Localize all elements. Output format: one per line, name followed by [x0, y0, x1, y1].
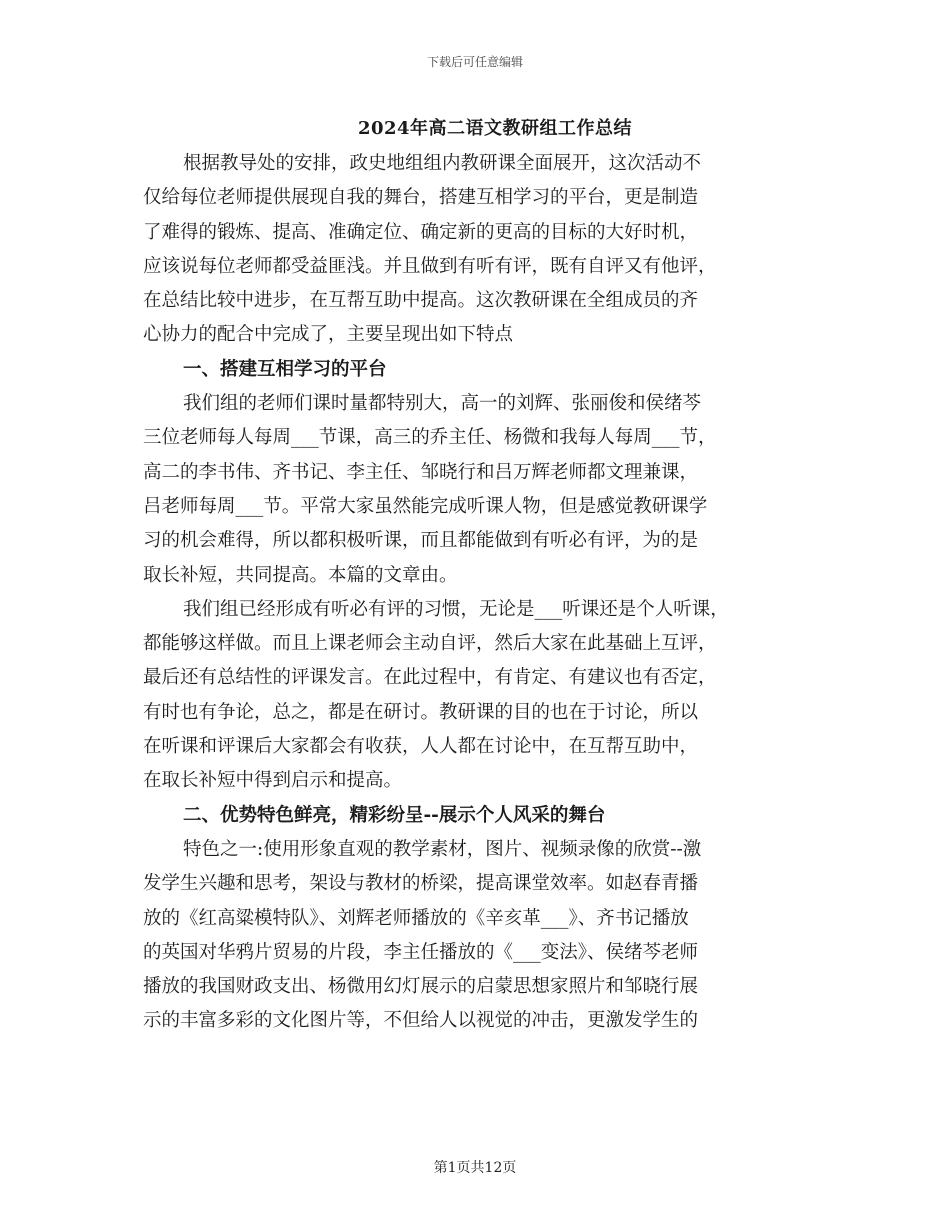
body-text-line: 我们组的老师们课时量都特别大，高一的刘辉、张丽俊和侯绪芩: [183, 393, 702, 415]
body-text-line: 有时也有争论，总之，都是在研讨。教研课的目的也在于讨论，所以: [143, 701, 699, 723]
body-text-line: 应该说每位老师都受益匪浅。并且做到有听有评，既有自评又有他评，: [143, 255, 717, 277]
body-text-line: 取长补短，共同提高。本篇的文章由。: [143, 564, 458, 586]
body-text-line: 最后还有总结性的评课发言。在此过程中，有肯定、有建议也有否定，: [143, 667, 717, 689]
section-heading: 二、优势特色鲜亮，精彩纷呈--展示个人风采的舞台: [183, 804, 606, 826]
document-body: [143, 147, 819, 1039]
body-text-line: 都能够这样做。而且上课老师会主动自评，然后大家在此基础上互评，: [143, 633, 717, 655]
body-text-line: 根据教导处的安排，政史地组组内教研课全面展开，这次活动不: [183, 153, 702, 174]
body-text-line: 心协力的配合中完成了，主要呈现出如下特点: [143, 324, 514, 346]
body-text-line: 播放的我国财政支出、杨微用幻灯展示的启蒙思想家照片和邹晓行展: [143, 976, 699, 998]
body-text-line: 特色之一:使用形象直观的教学素材，图片、视频录像的欣赏--激: [183, 838, 702, 860]
body-text-line: 放的《红高粱模特队》、刘辉老师播放的《辛亥革___》、齐书记播放: [143, 907, 689, 929]
body-text-line: 在总结比较中进步，在互帮互助中提高。这次教研课在全组成员的齐: [143, 290, 699, 312]
body-text-line: 在听课和评课后大家都会有收获，人人都在讨论中，在互帮互助中，: [143, 736, 699, 758]
body-text-line: 仅给每位老师提供展现自我的舞台，搭建互相学习的平台，更是制造: [143, 187, 699, 209]
body-text-line: 习的机会难得，所以都积极听课，而且都能做到有听必有评，为的是: [143, 530, 699, 552]
body-text-line: 在取长补短中得到启示和提高。: [143, 770, 403, 792]
body-text-line: 示的丰富多彩的文化图片等，不但给人以视觉的冲击，更激发学生的: [143, 1010, 699, 1032]
body-text-line: 吕老师每周___节。平常大家虽然能完成听课人物，但是感觉教研课学: [143, 495, 708, 517]
body-text-line: 我们组已经形成有听必有评的习惯，无论是___听课还是个人听课，: [183, 598, 729, 620]
document-title: 2024年高二语文教研组工作总结: [357, 118, 633, 139]
body-text-line: 的英国对华鸦片贸易的片段，李主任播放的《___变法》、侯绪芩老师: [143, 941, 699, 963]
header-note: 下载后可任意编辑: [426, 55, 523, 69]
body-text-line: 三位老师每人每周___节课，高三的乔主任、杨微和我每人每周___节，: [143, 427, 717, 449]
body-text-line: 高二的李书伟、齐书记、李主任、邹晓行和吕万辉老师都文理兼课，: [143, 461, 699, 483]
section-heading: 一、搭建互相学习的平台: [183, 358, 387, 380]
body-text-line: 发学生兴趣和思考，架设与教材的桥梁，提高课堂效率。如赵春青播: [143, 873, 699, 895]
page-number-footer: 第1页共12页: [433, 1160, 517, 1176]
body-text-line: 了难得的锻炼、提高、准确定位、确定新的更高的目标的大好时机，: [143, 221, 699, 243]
